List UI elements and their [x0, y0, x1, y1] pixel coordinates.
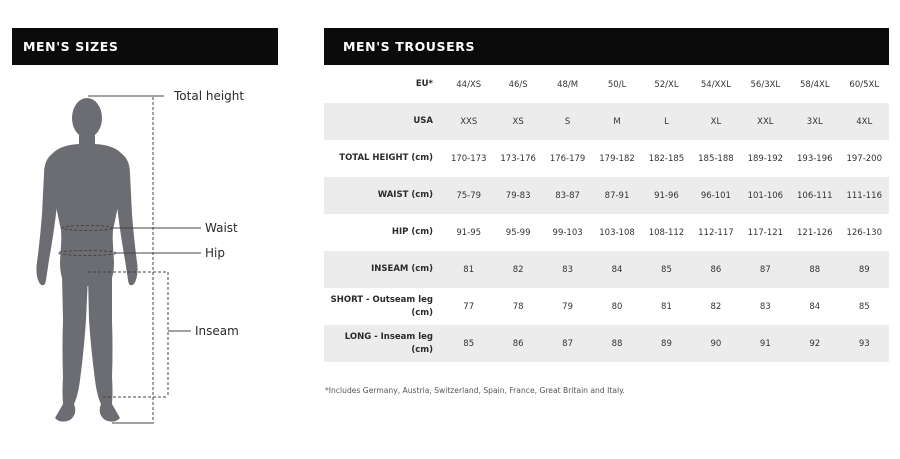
- table-cell: 83: [543, 251, 592, 288]
- label-total-height: Total height: [174, 89, 245, 103]
- table-cell: 87: [741, 251, 790, 288]
- table-row: [324, 251, 889, 288]
- mens-trousers-title: MEN'S TROUSERS: [343, 39, 476, 54]
- table-cell: 79: [562, 301, 573, 312]
- label-hip: Hip: [205, 246, 225, 260]
- row-header: USA: [324, 103, 444, 140]
- table-cell: 91-95: [456, 227, 482, 238]
- mens-trousers-header: [324, 28, 889, 65]
- table-cell: 101-106: [741, 177, 790, 214]
- table-cell: 84: [592, 251, 641, 288]
- table-cell: 197-200: [846, 153, 882, 164]
- table-cell: 99-103: [552, 227, 583, 238]
- table-cell: 108-112: [648, 227, 685, 238]
- table-cell: 52/XL: [654, 79, 679, 90]
- mens-sizes-title: MEN'S SIZES: [23, 39, 119, 54]
- footnote: *Includes Germany, Austria, Switzerland, Spain, France, Great Britain and Italy.: [325, 386, 625, 395]
- table-cell: 111-116: [840, 177, 890, 214]
- table-cell: 93: [840, 325, 890, 362]
- table-cell: S: [543, 103, 592, 140]
- table-cell: 81: [661, 301, 672, 312]
- table-cell: 193-196: [797, 153, 833, 164]
- table-cell: 106-111: [790, 177, 839, 214]
- row-header: EU*: [415, 79, 433, 89]
- table-cell: 48/M: [557, 79, 579, 90]
- table-cell: 80: [611, 301, 623, 312]
- table-cell: 103-108: [599, 227, 635, 238]
- table-cell: 81: [444, 251, 493, 288]
- table-cell: 4XL: [840, 103, 890, 140]
- table-row: [324, 66, 889, 103]
- body-measurement-figure: [0, 0, 300, 455]
- table-cell: 91: [741, 325, 790, 362]
- table-cell: 126-130: [846, 227, 882, 238]
- row-header: INSEAM (cm): [324, 251, 444, 288]
- table-row: [324, 177, 889, 214]
- table-cell: L: [642, 103, 691, 140]
- table-row: [324, 103, 889, 140]
- table-cell: 86: [493, 325, 542, 362]
- human-silhouette-icon: [0, 0, 300, 455]
- table-cell: 85: [642, 251, 691, 288]
- table-cell: 56/3XL: [750, 79, 781, 90]
- row-header: TOTAL HEIGHT (cm): [339, 153, 433, 163]
- table-cell: 117-121: [747, 227, 784, 238]
- table-cell: 3XL: [790, 103, 839, 140]
- label-waist: Waist: [205, 221, 238, 235]
- table-cell: XS: [493, 103, 542, 140]
- table-cell: 50/L: [607, 79, 627, 90]
- table-cell: 90: [691, 325, 740, 362]
- table-cell: 86: [691, 251, 740, 288]
- table-cell: XXS: [444, 103, 493, 140]
- table-row: [324, 288, 889, 325]
- table-cell: 121-126: [797, 227, 833, 238]
- label-inseam: Inseam: [195, 324, 239, 338]
- table-cell: 88: [790, 251, 839, 288]
- table-cell: 88: [592, 325, 641, 362]
- table-cell: 185-188: [698, 153, 734, 164]
- table-cell: 96-101: [691, 177, 740, 214]
- row-header: SHORT - Outseam leg (cm): [330, 294, 433, 318]
- table-cell: 85: [444, 325, 493, 362]
- table-cell: 182-185: [648, 153, 685, 164]
- table-cell: 112-117: [698, 227, 734, 238]
- table-cell: 89: [840, 251, 890, 288]
- table-cell: 79-83: [493, 177, 542, 214]
- table-row: [324, 325, 889, 362]
- table-cell: 91-96: [642, 177, 691, 214]
- table-cell: 83: [759, 301, 771, 312]
- table-cell: 78: [512, 301, 524, 312]
- table-cell: 60/5XL: [849, 79, 880, 90]
- table-cell: 85: [858, 301, 870, 312]
- table-row: [324, 214, 889, 251]
- table-cell: 87-91: [592, 177, 641, 214]
- table-cell: 83-87: [543, 177, 592, 214]
- table-cell: 58/4XL: [799, 79, 830, 90]
- table-row: [324, 140, 889, 177]
- table-cell: 44/XS: [456, 79, 482, 90]
- table-cell: 82: [710, 301, 722, 312]
- table-cell: 77: [463, 301, 475, 312]
- table-cell: XXL: [741, 103, 790, 140]
- table-cell: 189-192: [747, 153, 784, 164]
- table-cell: 92: [790, 325, 839, 362]
- table-cell: 89: [642, 325, 691, 362]
- table-cell: 54/XXL: [700, 79, 731, 90]
- table-cell: 46/S: [508, 79, 528, 90]
- row-header: LONG - Inseam leg (cm): [324, 325, 444, 362]
- table-cell: 170-173: [450, 153, 487, 164]
- table-cell: XL: [691, 103, 740, 140]
- row-header: WAIST (cm): [324, 177, 444, 214]
- table-cell: 173-176: [500, 153, 536, 164]
- table-cell: 75-79: [444, 177, 493, 214]
- table-cell: 82: [493, 251, 542, 288]
- table-cell: 87: [543, 325, 592, 362]
- row-header: HIP (cm): [391, 227, 433, 237]
- table-cell: 176-179: [549, 153, 586, 164]
- table-cell: 84: [809, 301, 821, 312]
- table-cell: 95-99: [505, 227, 531, 238]
- table-cell: 179-182: [599, 153, 635, 164]
- table-cell: M: [592, 103, 641, 140]
- size-table: [324, 66, 889, 362]
